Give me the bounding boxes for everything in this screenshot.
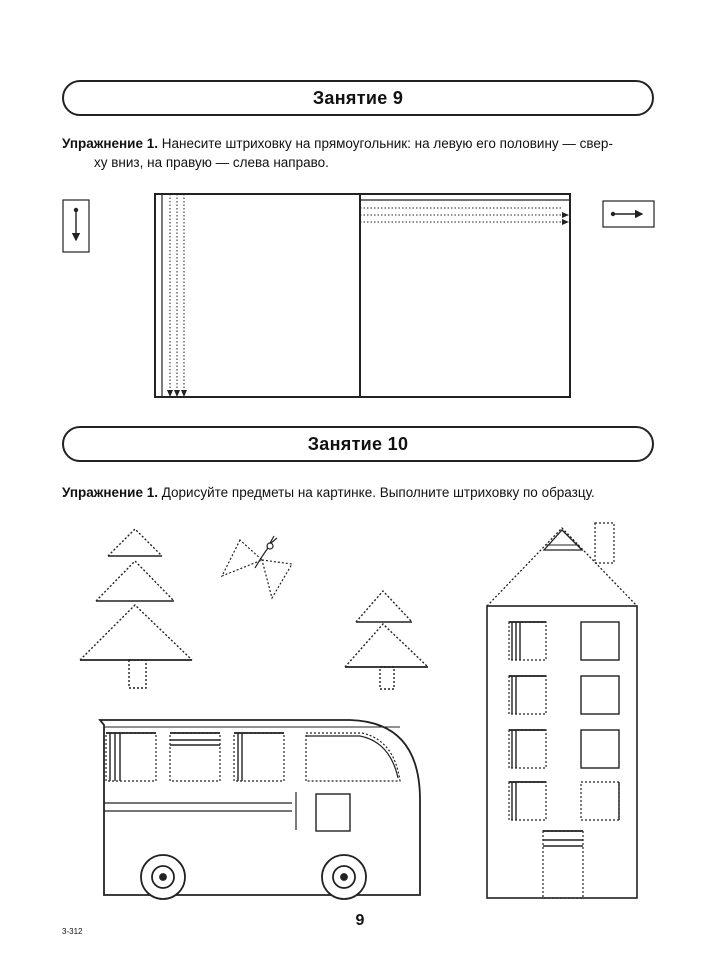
arrow-right-icon	[603, 201, 654, 227]
tree-large	[80, 529, 192, 688]
butterfly	[222, 536, 292, 598]
house	[487, 523, 637, 898]
tree-small	[345, 591, 428, 689]
lesson-9-exercise-label: Упражнение 1.	[62, 136, 158, 151]
lesson-10-exercise-label: Упражнение 1.	[62, 485, 158, 500]
lesson-9-title: Занятие 9	[312, 87, 404, 108]
bus-windows	[106, 733, 400, 781]
hatching-rectangle	[155, 194, 570, 397]
arrow-down-icon	[63, 200, 89, 252]
lesson-9-exercise-line1: Нанесите штриховку на прямоугольник: на левую его половину — свер-	[158, 136, 613, 151]
book-code: 3-312	[62, 927, 83, 936]
house-windows	[509, 622, 619, 820]
bus-wheels	[141, 855, 366, 899]
house-door	[543, 831, 583, 898]
lesson-10-title: Занятие 10	[307, 433, 409, 454]
page-number: 9	[355, 912, 365, 929]
lesson-9-exercise-line2: ху вниз, на правую — слева направо.	[94, 155, 329, 170]
lesson-10-exercise-line: Дорисуйте предметы на картинке. Выполните штриховку по образцу.	[158, 485, 595, 500]
